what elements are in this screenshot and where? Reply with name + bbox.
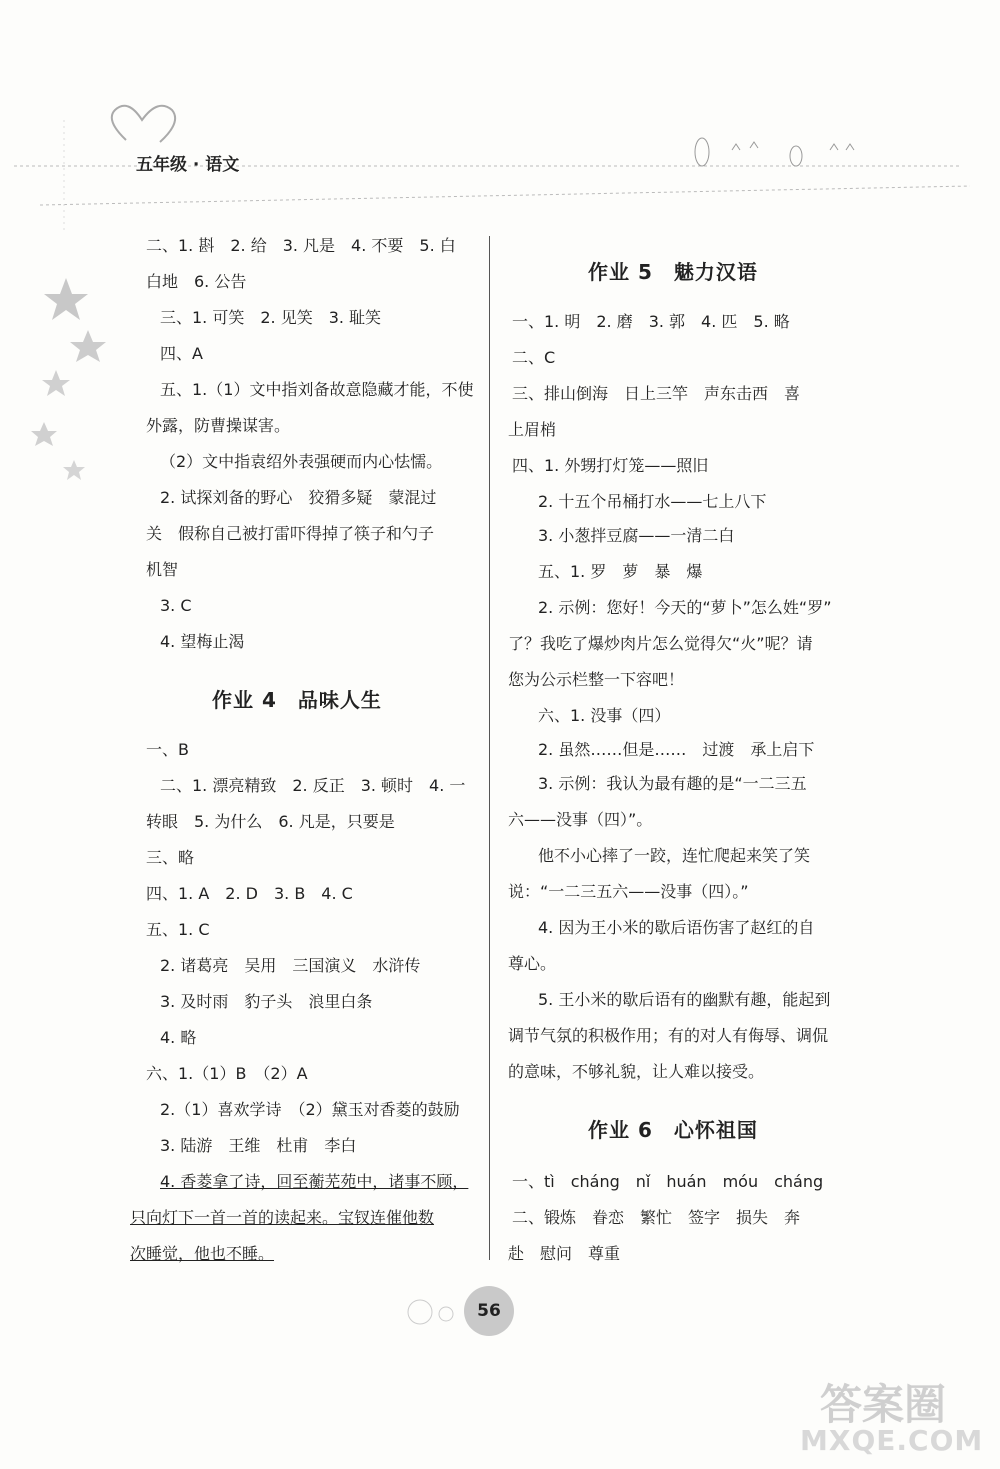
answer-line: 五、1.（1）文中指刘备故意隐藏才能，不使 [160, 380, 474, 399]
answer-line: 他不小心摔了一跤，连忙爬起来笑了笑 [538, 846, 811, 865]
star-icon [44, 278, 88, 320]
answer-line: 关 假称自己被打雷吓得掉了筷子和勺子 [146, 524, 435, 543]
answer-line: 五、1. C [146, 920, 210, 939]
answer-line: 4. 望梅止渴 [160, 632, 245, 651]
answer-line: 三、1. 可笑 2. 见笑 3. 耻笑 [160, 308, 382, 327]
answer-line: 3. C [160, 596, 192, 615]
answer-line: 2. 诸葛亮 吴用 三国演义 水浒传 [160, 956, 421, 975]
answer-line: 转眼 5. 为什么 6. 凡是，只要是 [146, 812, 395, 831]
answer-line: 六、1.（1）B （2）A [146, 1064, 308, 1083]
page-number: 56 [464, 1286, 514, 1336]
answer-line: 赴 慰问 尊重 [508, 1244, 621, 1263]
answer-line: 4. 略 [160, 1028, 197, 1047]
star-icon-3 [42, 370, 70, 396]
tree-icon [695, 138, 709, 166]
answer-line: 二、C [512, 348, 556, 367]
answer-line: 只向灯下一首一首的读起来。宝钗连催他数 [130, 1208, 435, 1227]
answer-line: 尊心。 [508, 954, 557, 973]
answer-line: 4. 香菱拿了诗，回至蘅芜苑中，诸事不顾， [160, 1172, 469, 1191]
answer-line: 上眉梢 [508, 420, 557, 439]
answer-line: （2）文中指袁绍外表强硬而内心怯懦。 [160, 452, 443, 471]
answer-line: 二、1. 漂亮精致 2. 反正 3. 顿时 4. 一 [160, 776, 466, 795]
answer-line: 2. 虽然……但是…… 过渡 承上启下 [538, 740, 815, 759]
answer-line: 一、tì cháng nǐ huán móu cháng [512, 1172, 824, 1191]
answer-line: 说：“一二三五六——没事（四）。” [508, 882, 749, 901]
watermark-logo: 答案圈 [820, 1380, 947, 1429]
answer-line: 六——没事（四）”。 [508, 810, 653, 829]
answer-line: 四、1. 外甥打灯笼——照旧 [512, 456, 709, 475]
answer-line: 一、B [146, 740, 189, 759]
answer-line: 4. 因为王小米的歇后语伤害了赵红的自 [538, 918, 815, 937]
answer-line: 3. 及时雨 豹子头 浪里白条 [160, 992, 373, 1011]
watermark-url: MXQE.COM [800, 1424, 984, 1457]
answer-line: 三、排山倒海 日上三竿 声东击西 喜 [512, 384, 801, 403]
answer-line: 四、A [160, 344, 203, 363]
answer-line: 调节气氛的积极作用；有的对人有侮辱、调侃 [508, 1026, 829, 1045]
answer-line: 白地 6. 公告 [146, 272, 247, 291]
answer-line: 5. 王小米的歇后语有的幽默有趣，能起到 [538, 990, 831, 1009]
stars-decoration [30, 270, 120, 490]
answer-line: 3. 陆游 王维 杜甫 李白 [160, 1136, 357, 1155]
answer-line: 二、锻炼 眷恋 繁忙 签字 损失 奔 [512, 1208, 801, 1227]
section-title-t5: 作业 5 魅力汉语 [588, 260, 758, 284]
header-title: 五年级 · 语文 [136, 155, 240, 175]
answer-line: 六、1. 没事（四） [538, 706, 671, 725]
answer-line: 您为公示栏整一下容吧！ [508, 670, 685, 689]
answer-line: 2. 示例：您好！今天的“萝卜”怎么姓“罗” [538, 598, 832, 617]
answer-line: 了？我吃了爆炒肉片怎么觉得欠“火”呢？请 [508, 634, 813, 653]
header-decoration [0, 0, 1000, 230]
heart-outline-icon [112, 106, 175, 142]
answer-line: 次睡觉，他也不睡。 [130, 1244, 275, 1263]
answer-line: 3. 示例：我认为最有趣的是“一二三五 [538, 774, 807, 793]
answer-line: 2.（1）喜欢学诗 （2）黛玉对香菱的鼓励 [160, 1100, 460, 1119]
answer-line: 3. 小葱拌豆腐——一清二白 [538, 526, 735, 545]
answer-line: 三、略 [146, 848, 195, 867]
section-title-4: 作业 4 品味人生 [212, 688, 382, 712]
flower-icons [732, 142, 854, 150]
answer-line: 五、1. 罗 萝 暴 爆 [538, 562, 703, 581]
answer-line: 一、1. 明 2. 磨 3. 郭 4. 匹 5. 略 [512, 312, 790, 331]
answer-line: 2. 十五个吊桶打水——七上八下 [538, 492, 767, 511]
dot-decoration [402, 1290, 462, 1330]
answer-line: 2. 试探刘备的野心 狡猾多疑 蒙混过 [160, 488, 437, 507]
column-divider [489, 236, 490, 1260]
section-title-t6: 作业 6 心怀祖国 [588, 1118, 758, 1142]
answer-line: 的意味，不够礼貌，让人难以接受。 [508, 1062, 765, 1081]
answer-line: 机智 [146, 560, 179, 579]
star-icon-4 [31, 422, 57, 446]
star-icon-2 [70, 330, 106, 362]
answer-line: 外露，防曹操谋害。 [146, 416, 291, 435]
answer-line: 二、1. 斟 2. 给 3. 凡是 4. 不要 5. 白 [146, 236, 456, 255]
star-icon-5 [63, 460, 85, 480]
tree-icon-2 [790, 146, 802, 166]
answer-line: 四、1. A 2. D 3. B 4. C [146, 884, 353, 903]
